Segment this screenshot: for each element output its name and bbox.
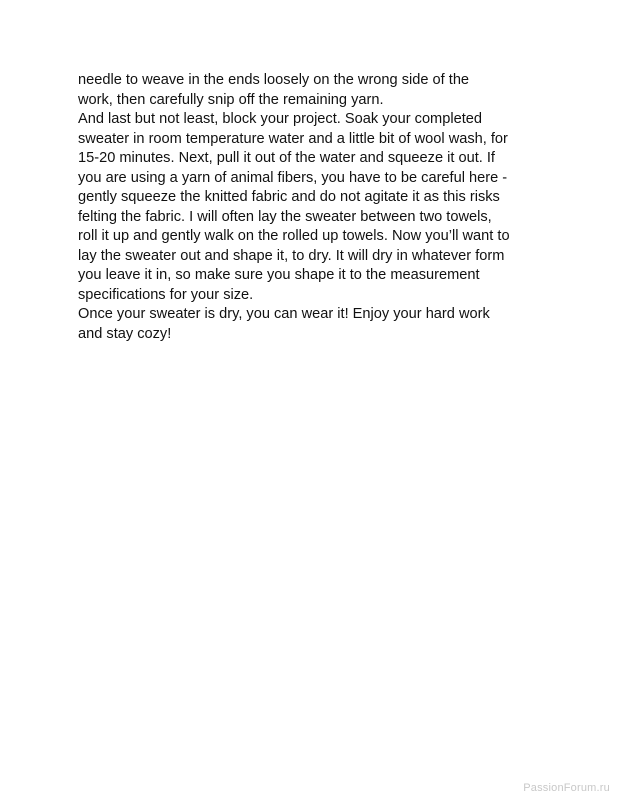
- document-body: [78, 71, 548, 344]
- paragraph-blocking: And last but not least, block your project. Soak your completed sweater in room temperature water and a little bit of wool wash, for 15-20 minutes. Next, pull it out of the water and squeeze it out. If you are using a yarn of animal fibers, you have to be careful here - gently squeeze the knitted fabric and do not agitate it as this risks felting the fabric. I will often lay the sweater between two towels, roll it up and gently walk on the rolled up towels. Now you’ll want to lay the sweater out and shape it, to dry. It will dry in whatever form you leave it in, so make sure you shape it to the measurement specifications for your size.: [78, 111, 510, 303]
- paragraph-weave-ends: needle to weave in the ends loosely on the wrong side of the work, then carefully snip off the remaining yarn.: [78, 72, 470, 108]
- watermark-text: PassionForum.ru: [523, 782, 610, 794]
- paragraph-closing: Once your sweater is dry, you can wear it! Enjoy your hard work and stay cozy!: [78, 306, 490, 342]
